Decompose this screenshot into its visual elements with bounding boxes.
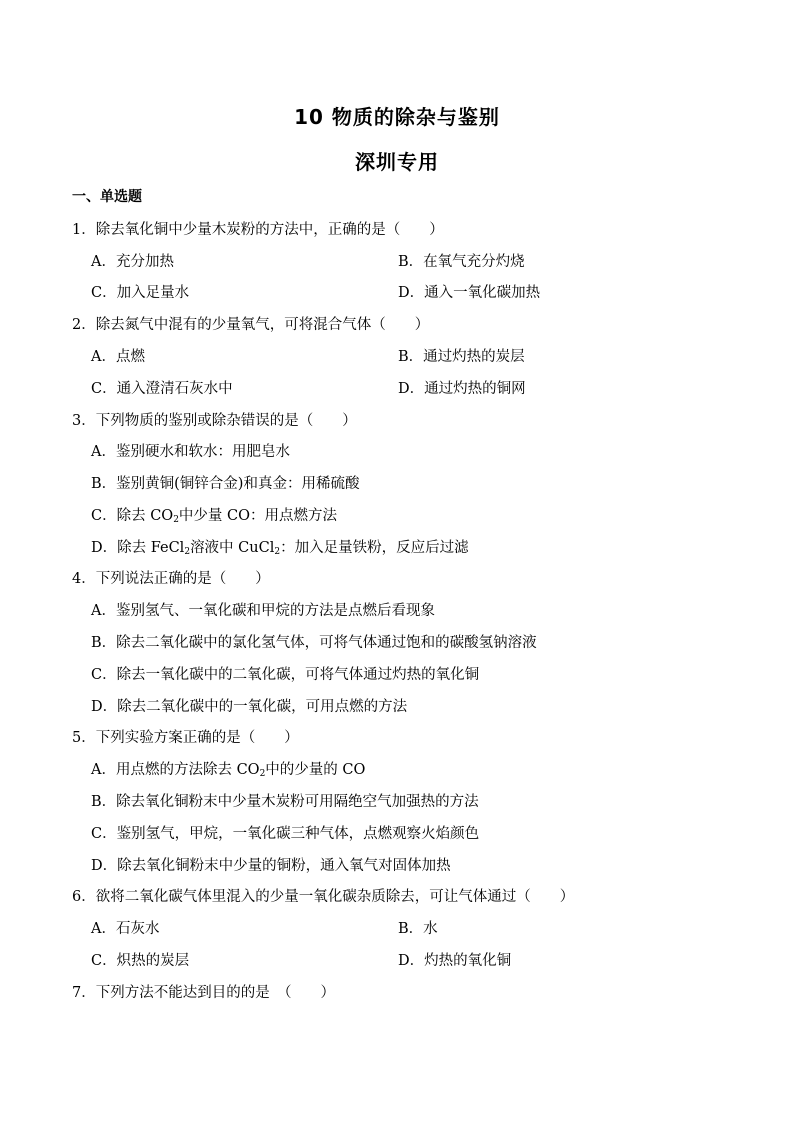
question-1-option-c: C．加入足量水 bbox=[91, 285, 190, 301]
question-2-option-b: B．通过灼热的炭层 bbox=[398, 349, 525, 365]
question-2-option-d: D．通过灼热的铜网 bbox=[398, 381, 526, 397]
question-5-stem: 5．下列实验方案正确的是（ ） bbox=[72, 730, 299, 746]
section-heading: 一、单选题 bbox=[72, 189, 142, 205]
question-3-option-a: A．鉴别硬水和软水：用肥皂水 bbox=[91, 444, 290, 460]
question-6-option-c: C．炽热的炭层 bbox=[91, 953, 190, 969]
question-6-option-b: B．水 bbox=[398, 921, 438, 937]
question-4-option-d: D．除去二氧化碳中的一氧化碳，可用点燃的方法 bbox=[91, 699, 408, 715]
question-2-option-a: A．点燃 bbox=[91, 349, 145, 365]
question-1-option-b: B．在氧气充分灼烧 bbox=[398, 254, 525, 270]
question-2-option-c: C．通入澄清石灰水中 bbox=[91, 381, 233, 397]
question-5-option-c: C．鉴别氢气，甲烷，一氧化碳三种气体，点燃观察火焰颜色 bbox=[91, 826, 480, 842]
question-3-option-c: C．除去 $CO_2$中少量 CO：用点燃方法 bbox=[91, 508, 338, 525]
question-4-stem: 4．下列说法正确的是（ ） bbox=[72, 571, 270, 587]
question-4-option-b: B．除去二氧化碳中的氯化氢气体，可将气体通过饱和的碳酸氢钠溶液 bbox=[91, 635, 537, 651]
question-1-stem: 1．除去氧化铜中少量木炭粉的方法中，正确的是（ ） bbox=[72, 222, 444, 238]
question-5-option-a: A．用点燃的方法除去 $CO_2$中的少量的 CO bbox=[91, 762, 366, 779]
question-2-stem: 2．除去氮气中混有的少量氧气，可将混合气体（ ） bbox=[72, 317, 430, 333]
question-3-option-d: D．除去 FeCl$_2$溶液中 CuCl$_2$：加入足量铁粉，反应后过滤 bbox=[91, 540, 469, 557]
question-5-option-b: B．除去氧化铜粉末中少量木炭粉可用隔绝空气加强热的方法 bbox=[91, 794, 479, 810]
question-6-option-d: D．灼热的氧化铜 bbox=[398, 953, 512, 969]
question-7-stem: 7．下列方法不能达到目的的是 （ ） bbox=[72, 985, 335, 1001]
page-subtitle: 深圳专用 bbox=[355, 150, 439, 174]
question-4-option-c: C．除去一氧化碳中的二氧化碳，可将气体通过灼热的氧化铜 bbox=[91, 667, 480, 683]
question-3-stem: 3．下列物质的鉴别或除杂错误的是（ ） bbox=[72, 413, 357, 429]
question-4-option-a: A．鉴别氢气、一氧化碳和甲烷的方法是点燃后看现象 bbox=[91, 603, 435, 619]
question-1-option-d: D．通入一氧化碳加热 bbox=[398, 285, 541, 301]
question-1-option-a: A．充分加热 bbox=[91, 254, 174, 270]
question-6-option-a: A．石灰水 bbox=[91, 921, 160, 937]
question-5-option-d: D．除去氧化铜粉末中少量的铜粉，通入氧气对固体加热 bbox=[91, 858, 451, 874]
question-6-stem: 6．欲将二氧化碳气体里混入的少量一氧化碳杂质除去，可让气体通过（ ） bbox=[72, 889, 575, 905]
question-3-option-b: B．鉴别黄铜(铜锌合金)和真金：用稀硫酸 bbox=[91, 476, 360, 492]
page-title: 10 物质的除杂与鉴别 bbox=[294, 105, 500, 129]
